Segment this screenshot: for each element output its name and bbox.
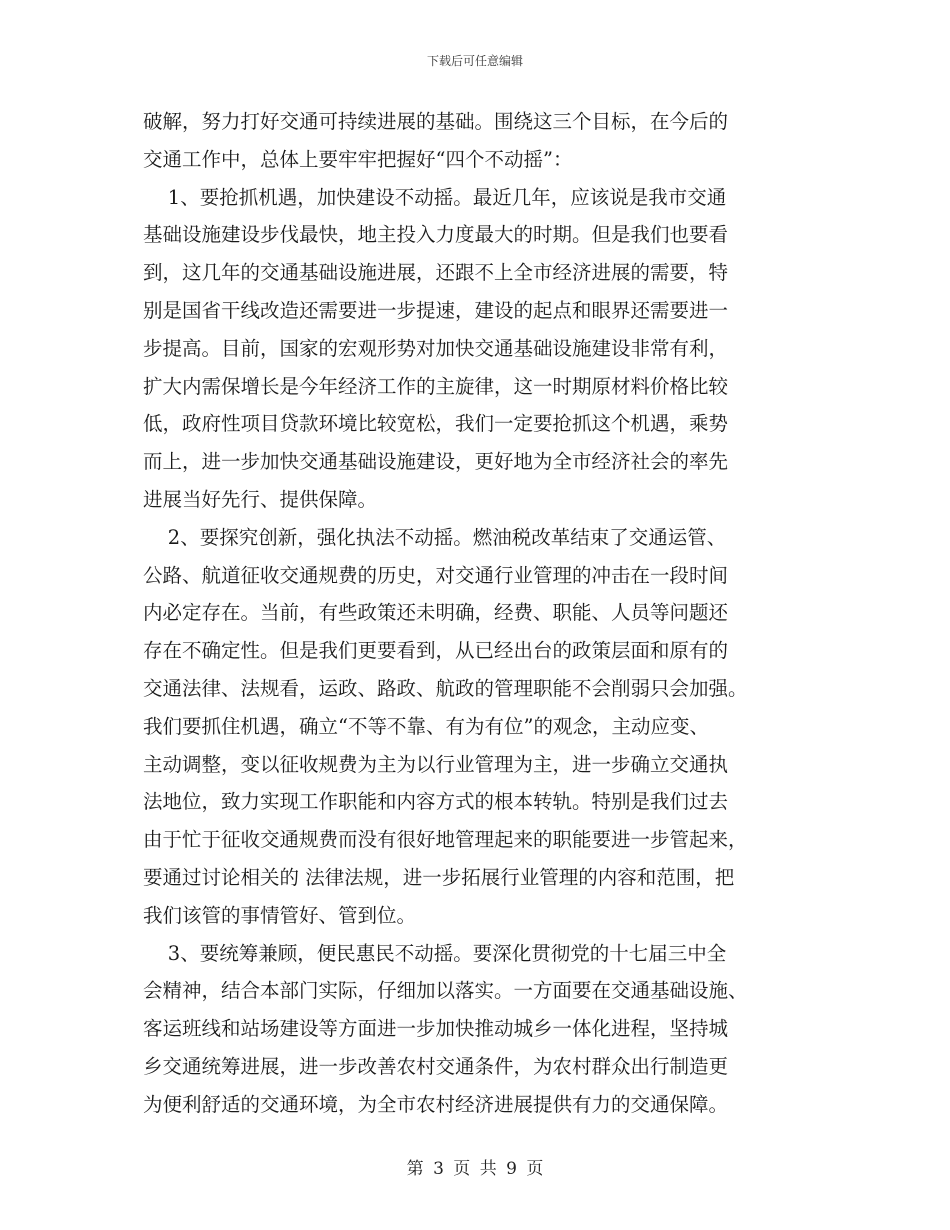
document-body <box>143 103 815 1124</box>
text-line: 破解，努力打好交通可持续进展的基础。围绕这三个目标，在今后的 <box>143 110 729 133</box>
page-number: 第 3 页 共 9 页 <box>406 1159 544 1179</box>
text-line: 内必定存在。当前，有些政策还未明确，经费、职能、人员等问题还 <box>143 601 729 625</box>
text-line: 客运班线和站场建设等方面进一步加快推动城乡一体化进程，坚持城 <box>143 1017 729 1041</box>
text-line: 要通过讨论相关的 法律法规，进一步拓展行业管理的内容和范围，把 <box>143 865 735 889</box>
text-line: 进展当好先行、提供保障。 <box>143 487 378 511</box>
text-line: 主动调整，变以征收规费为主为以行业管理为主，进一步确立交通执 <box>143 752 729 776</box>
text-line: 而上，进一步加快交通基础设施建设，更好地为全市经济社会的率先 <box>143 450 729 474</box>
text-line: 会精神，结合本部门实际，仔细加以落实。一方面要在交通基础设施、 <box>143 979 748 1003</box>
text-line: 别是国省干线改造还需要进一步提速，建设的起点和眼界还需要进一 <box>143 298 729 322</box>
text-line: 我们要抓住机遇，确立“不等不靠、有为有位”的观念，主动应变、 <box>143 714 709 738</box>
text-line: 由于忙于征收交通规费而没有很好地管理起来的职能要进一步管起来， <box>143 828 748 852</box>
text-line: 3、要统筹兼顾，便民惠民不动摇。要深化贯彻党的十七届三中全 <box>143 941 727 965</box>
text-line: 基础设施建设步伐最快，地主投入力度最大的时期。但是我们也要看 <box>143 223 729 247</box>
text-line: 为便利舒适的交通环境，为全市农村经济进展提供有力的交通保障。 <box>143 1092 729 1116</box>
text-line: 1、要抢抓机遇，加快建设不动摇。最近几年，应该说是我市交通 <box>143 185 727 209</box>
text-line: 交通工作中，总体上要牢牢把握好“四个不动摇”： <box>143 147 573 171</box>
page-header: 下载后可任意编辑 <box>426 54 523 68</box>
text-line: 交通法律、法规看，运政、路政、航政的管理职能不会削弱只会加强。 <box>143 676 748 700</box>
text-line: 我们该管的事情管好、管到位。 <box>143 903 417 927</box>
text-line: 存在不确定性。但是我们更要看到，从已经出台的政策层面和原有的 <box>143 639 729 663</box>
text-line: 乡交通统筹进展，进一步改善农村交通条件，为农村群众出行制造更 <box>143 1054 729 1078</box>
text-line: 扩大内需保增长是今年经济工作的主旋律，这一时期原材料价格比较 <box>143 374 729 398</box>
text-line: 公路、航道征收交通规费的历史，对交通行业管理的冲击在一段时间 <box>143 563 729 587</box>
text-line: 法地位，致力实现工作职能和内容方式的根本转轨。特别是我们过去 <box>143 790 729 814</box>
text-line: 步提高。目前，国家的宏观形势对加快交通基础设施建设非常有利， <box>143 336 729 360</box>
text-line: 2、要探究创新，强化执法不动摇。燃油税改革结束了交通运管、 <box>143 525 727 549</box>
text-line: 低，政府性项目贷款环境比较宽松，我们一定要抢抓这个机遇，乘势 <box>143 412 729 436</box>
text-line: 到，这几年的交通基础设施进展，还跟不上全市经济进展的需要，特 <box>143 261 729 285</box>
